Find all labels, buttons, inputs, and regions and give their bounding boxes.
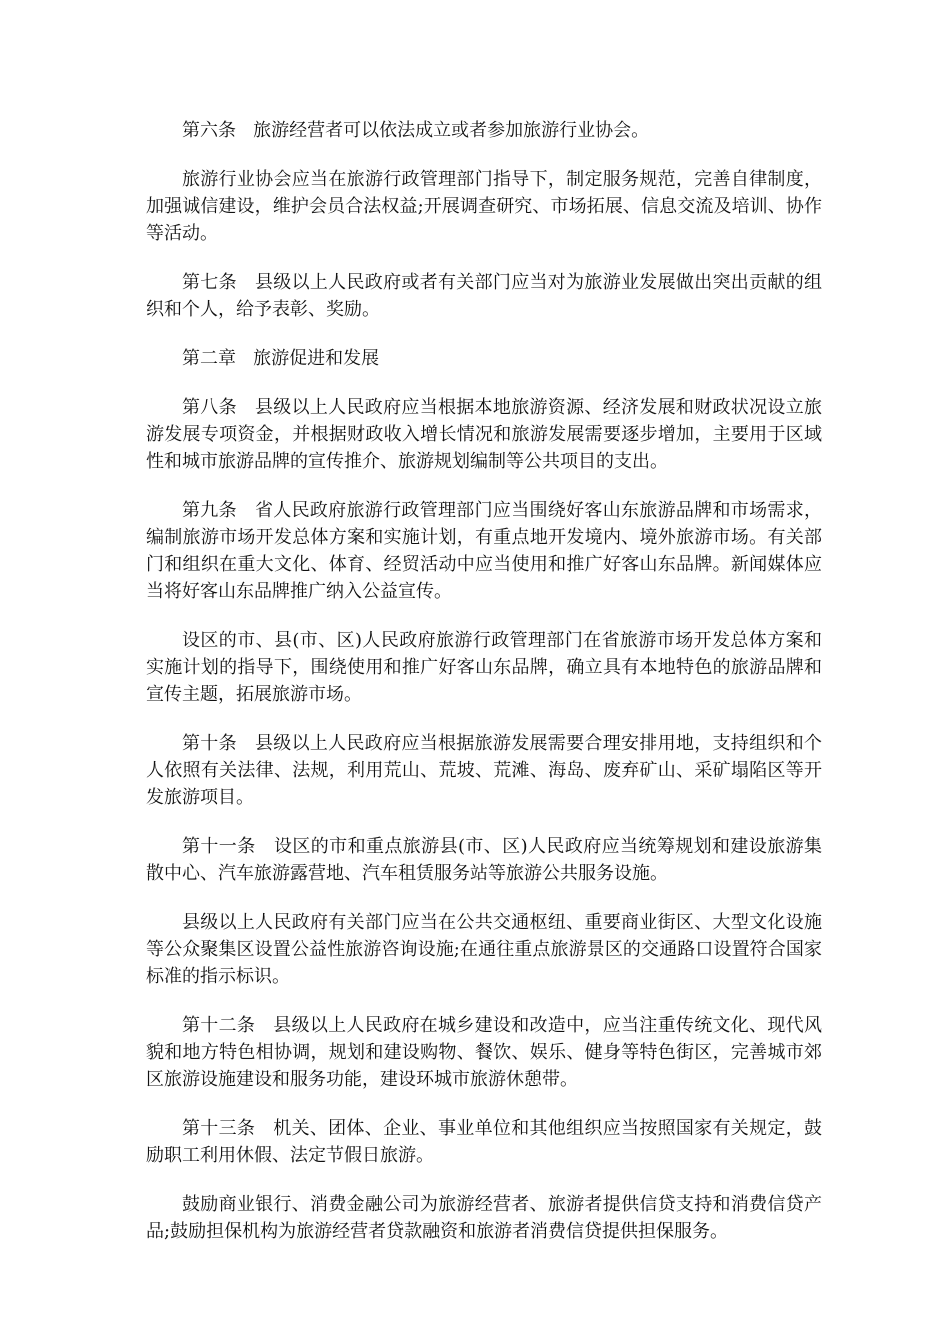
paragraph-text: 县级以上人民政府在城乡建设和改造中，应当注重传统文化、现代风貌和地方特色相协调，规划和建设购物、餐饮、娱乐、健身等特色街区，完善城市郊区旅游设施建设和服务功能，建设环城市旅游休憩带。 bbox=[146, 1015, 823, 1090]
body-paragraph bbox=[146, 909, 822, 990]
chapter-heading bbox=[146, 345, 822, 372]
paragraph-text: 县级以上人民政府或者有关部门应当对为旅游业发展做出突出贡献的组织和个人，给予表彰、奖励。 bbox=[146, 272, 823, 320]
paragraph-text: 省人民政府旅游行政管理部门应当围绕好客山东旅游品牌和市场需求，编制旅游市场开发总体方案和实施计划，有重点地开发境内、境外旅游市场。有关部门和组织在重大文化、体育、经贸活动中应当使用和推广好客山东品牌。新闻媒体应当将好客山东品牌推广纳入公益宣传。 bbox=[146, 500, 823, 602]
paragraph-text: 县级以上人民政府应当根据本地旅游资源、经济发展和财政状况设立旅游发展专项资金，并根据财政收入增长情况和旅游发展需要逐步增加，主要用于区域性和城市旅游品牌的宣传推介、旅游规划编制等公共项目的支出。 bbox=[146, 397, 823, 472]
article-paragraph bbox=[146, 833, 822, 887]
article-paragraph bbox=[146, 269, 822, 323]
paragraph-text: 设区的市、县(市、区)人民政府旅游行政管理部门在省旅游市场开发总体方案和实施计划的指导下，围绕使用和推广好客山东品牌，确立具有本地特色的旅游品牌和宣传主题，拓展旅游市场。 bbox=[146, 630, 822, 705]
body-paragraph bbox=[146, 627, 822, 708]
article-number: 第十三条 bbox=[182, 1118, 256, 1139]
document-body bbox=[146, 117, 822, 1267]
article-paragraph bbox=[146, 1012, 822, 1093]
article-number: 第七条 bbox=[182, 272, 237, 293]
paragraph-text: 设区的市和重点旅游县(市、区)人民政府应当统筹规划和建设旅游集散中心、汽车旅游露营地、汽车租赁服务站等旅游公共服务设施。 bbox=[146, 836, 823, 884]
body-paragraph bbox=[146, 1191, 822, 1245]
chapter-number: 第二章 bbox=[182, 348, 236, 369]
paragraph-text: 鼓励商业银行、消费金融公司为旅游经营者、旅游者提供信贷支持和消费信贷产品;鼓励担保机构为旅游经营者贷款融资和旅游者消费信贷提供担保服务。 bbox=[146, 1194, 822, 1242]
article-paragraph bbox=[146, 730, 822, 811]
paragraph-text: 县级以上人民政府应当根据旅游发展需要合理安排用地，支持组织和个人依照有关法律、法规，利用荒山、荒坡、荒滩、海岛、废弃矿山、采矿塌陷区等开发旅游项目。 bbox=[146, 733, 823, 808]
article-paragraph bbox=[146, 117, 822, 144]
article-number: 第十二条 bbox=[182, 1015, 256, 1036]
article-paragraph bbox=[146, 497, 822, 605]
article-number: 第十条 bbox=[182, 733, 237, 754]
paragraph-text: 机关、团体、企业、事业单位和其他组织应当按照国家有关规定，鼓励职工利用休假、法定节假日旅游。 bbox=[146, 1118, 823, 1166]
article-number: 第八条 bbox=[182, 397, 237, 418]
paragraph-text: 旅游行业协会应当在旅游行政管理部门指导下，制定服务规范，完善自律制度，加强诚信建设，维护会员合法权益;开展调查研究、市场拓展、信息交流及培训、协作等活动。 bbox=[146, 169, 822, 244]
body-paragraph bbox=[146, 166, 822, 247]
article-paragraph bbox=[146, 394, 822, 475]
article-number: 第六条 bbox=[182, 120, 236, 141]
chapter-title: 旅游促进和发展 bbox=[253, 348, 380, 369]
paragraph-text: 旅游经营者可以依法成立或者参加旅游行业协会。 bbox=[253, 120, 650, 141]
article-number: 第十一条 bbox=[182, 836, 256, 857]
paragraph-text: 县级以上人民政府有关部门应当在公共交通枢纽、重要商业街区、大型文化设施等公众聚集区设置公益性旅游咨询设施;在通往重点旅游景区的交通路口设置符合国家标准的指示标识。 bbox=[146, 912, 822, 987]
article-number: 第九条 bbox=[182, 500, 237, 521]
article-paragraph bbox=[146, 1115, 822, 1169]
